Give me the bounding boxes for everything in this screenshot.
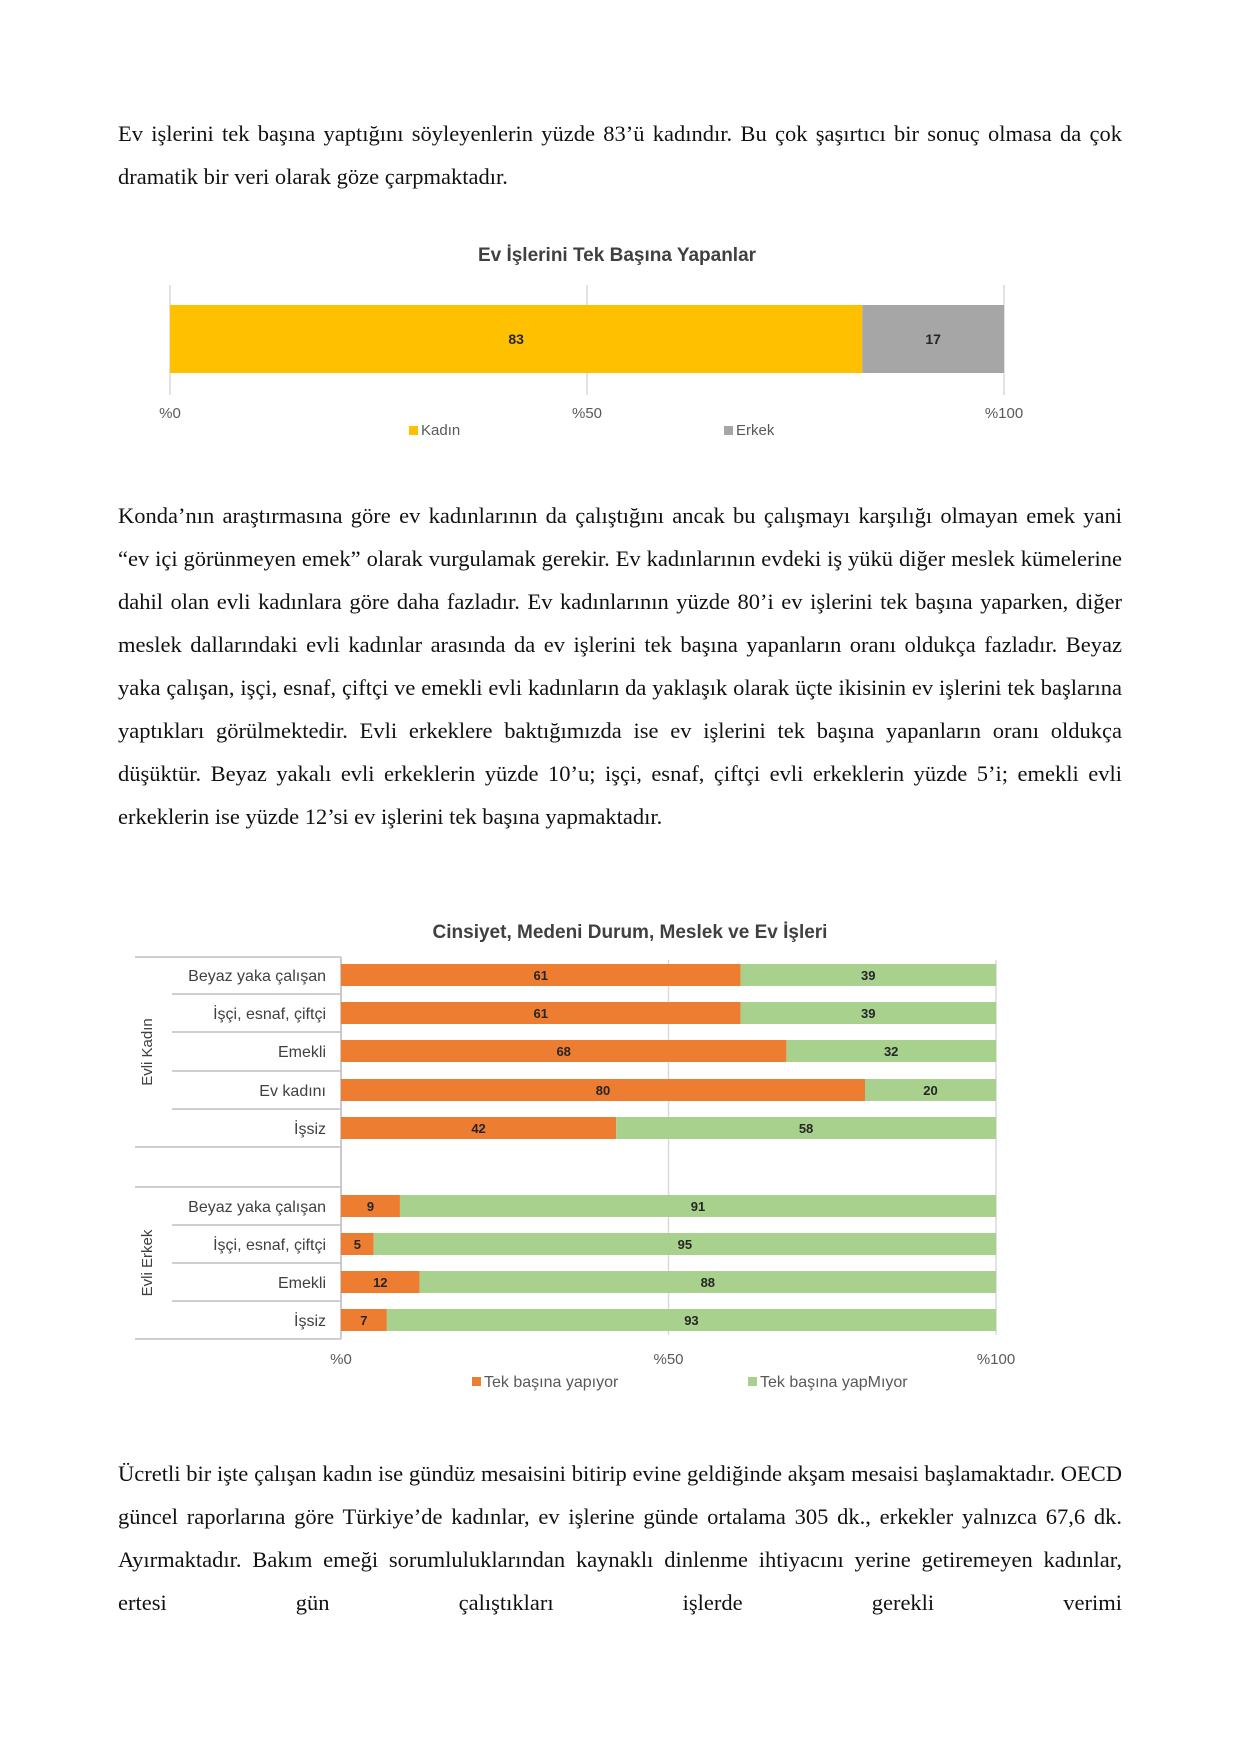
paragraph-1: Ev işlerini tek başına yaptığını söyleyenlerin yüzde 83’ü kadındır. Bu çok şaşırtıcı bir sonuç olmasa da çok dramatik bir veri olarak göze çarpmaktadır. bbox=[118, 121, 1122, 189]
chart2-data-label: 58 bbox=[798, 1121, 814, 1136]
chart2-data-label: 93 bbox=[684, 1313, 699, 1328]
chart2-legend-label: Tek başına yapMıyor bbox=[760, 1374, 908, 1391]
chart1-legend-swatch bbox=[724, 426, 733, 435]
chart2-data-label: 42 bbox=[471, 1121, 486, 1136]
chart1-xtick: %0 bbox=[159, 405, 181, 422]
chart2-data-label: 80 bbox=[595, 1083, 611, 1098]
chart2-category-label: Beyaz yaka çalışan bbox=[188, 968, 326, 985]
chart2-xtick: %50 bbox=[653, 1351, 684, 1368]
chart2-data-label: 20 bbox=[923, 1083, 938, 1098]
chart-cinsiyet-meslek bbox=[0, 905, 1241, 1415]
chart2-category-label: Emekli bbox=[277, 1044, 326, 1061]
chart2-xtick: %100 bbox=[976, 1351, 1016, 1368]
chart1-data-label: 17 bbox=[925, 331, 941, 347]
chart2-data-label: 61 bbox=[533, 968, 549, 983]
chart2-data-label: 61 bbox=[533, 1006, 549, 1021]
paragraph-2: Konda’nın araştırmasına göre ev kadınlarının da çalıştığını ancak bu çalışmayı karşılığı olmayan emek yani “ev içi görünmeyen emek” olarak vurgulamak gerekir. Ev kadınlarının evdeki iş yükü diğer meslek kümelerine dahil olan evli kadınlara göre daha fazladır. Ev kadınlarının yüzde 80’i ev işlerini tek başına yaparken, diğer meslek dallarındaki evli kadınlar arasında da ev işlerini tek başına yapanların oranı oldukça fazladır. Beyaz yaka çalışan, işçi, esnaf, çiftçi ve emekli evli kadınların da yaklaşık olarak üçte ikisinin ev işlerini tek başlarına yaptıkları görülmektedir. Evli erkeklere baktığımızda ise ev işlerini tek başına yapanların oranı oldukça düşüktür. Beyaz yakalı evli erkeklerin yüzde 10’u; işçi, esnaf, çiftçi evli erkeklerin yüzde 5’i; emekli evli erkeklerin ise yüzde 12’si ev işlerini tek başına yapmaktadır. bbox=[118, 503, 1122, 829]
chart2-data-label: 5 bbox=[353, 1237, 361, 1252]
chart1-legend-label: Kadın bbox=[421, 422, 461, 439]
chart2-data-label: 39 bbox=[861, 1006, 876, 1021]
chart2-category-label: Emekli bbox=[277, 1275, 326, 1292]
chart2-legend-label: Tek başına yapıyor bbox=[484, 1374, 619, 1391]
chart2-data-label: 68 bbox=[556, 1044, 571, 1059]
chart2-data-label: 7 bbox=[360, 1313, 368, 1328]
chart2-legend-swatch bbox=[472, 1377, 481, 1386]
chart1-legend-swatch bbox=[409, 426, 418, 435]
chart2-xtick: %0 bbox=[330, 1351, 352, 1368]
chart2-data-label: 32 bbox=[883, 1044, 899, 1059]
chart2-title: Cinsiyet, Medeni Durum, Meslek ve Ev İşleri bbox=[432, 922, 828, 943]
chart1-data-label: 83 bbox=[508, 331, 524, 347]
chart2-group-label: Evli Kadın bbox=[139, 1018, 156, 1086]
chart2-group-label: Evli Erkek bbox=[139, 1229, 156, 1297]
chart2-category-label: Ev kadını bbox=[259, 1083, 326, 1100]
chart2-category-label: İşsiz bbox=[294, 1313, 326, 1330]
chart2-data-label: 12 bbox=[373, 1275, 388, 1290]
chart2-data-label: 95 bbox=[677, 1237, 693, 1252]
chart2-data-label: 88 bbox=[700, 1275, 716, 1290]
paragraph-3: Ücretli bir işte çalışan kadın ise gündüz mesaisini bitirip evine geldiğinde akşam mesaisi başlamaktadır. OECD güncel raporlarına göre Türkiye’de kadınlar, ev işlerine günde ortalama 305 dk., erkekler yalnızca 67,6 dk. Ayırmaktadır. Bakım emeği sorumluluklarından kaynaklı dinlenme ihtiyacını yerine getiremeyen kadınlar, ertesi gün çalıştıkları işlerde gerekli verimi bbox=[118, 1461, 1122, 1615]
chart2-data-label: 91 bbox=[690, 1199, 706, 1214]
chart2-category-label: İşçi, esnaf, çiftçi bbox=[213, 1237, 326, 1254]
chart2-category-label: İşsiz bbox=[294, 1121, 326, 1138]
chart1-legend-label: Erkek bbox=[736, 422, 775, 439]
chart-ev-isleri bbox=[0, 200, 1241, 460]
chart1-xtick: %100 bbox=[984, 405, 1024, 422]
chart1-title: Ev İşlerini Tek Başına Yapanlar bbox=[477, 245, 757, 266]
chart2-legend-swatch bbox=[748, 1377, 757, 1386]
chart2-data-label: 39 bbox=[861, 968, 876, 983]
chart2-data-label: 9 bbox=[366, 1199, 375, 1214]
chart2-category-label: İşçi, esnaf, çiftçi bbox=[213, 1006, 326, 1023]
chart1-xtick: %50 bbox=[571, 405, 603, 422]
chart2-category-label: Beyaz yaka çalışan bbox=[188, 1199, 326, 1216]
